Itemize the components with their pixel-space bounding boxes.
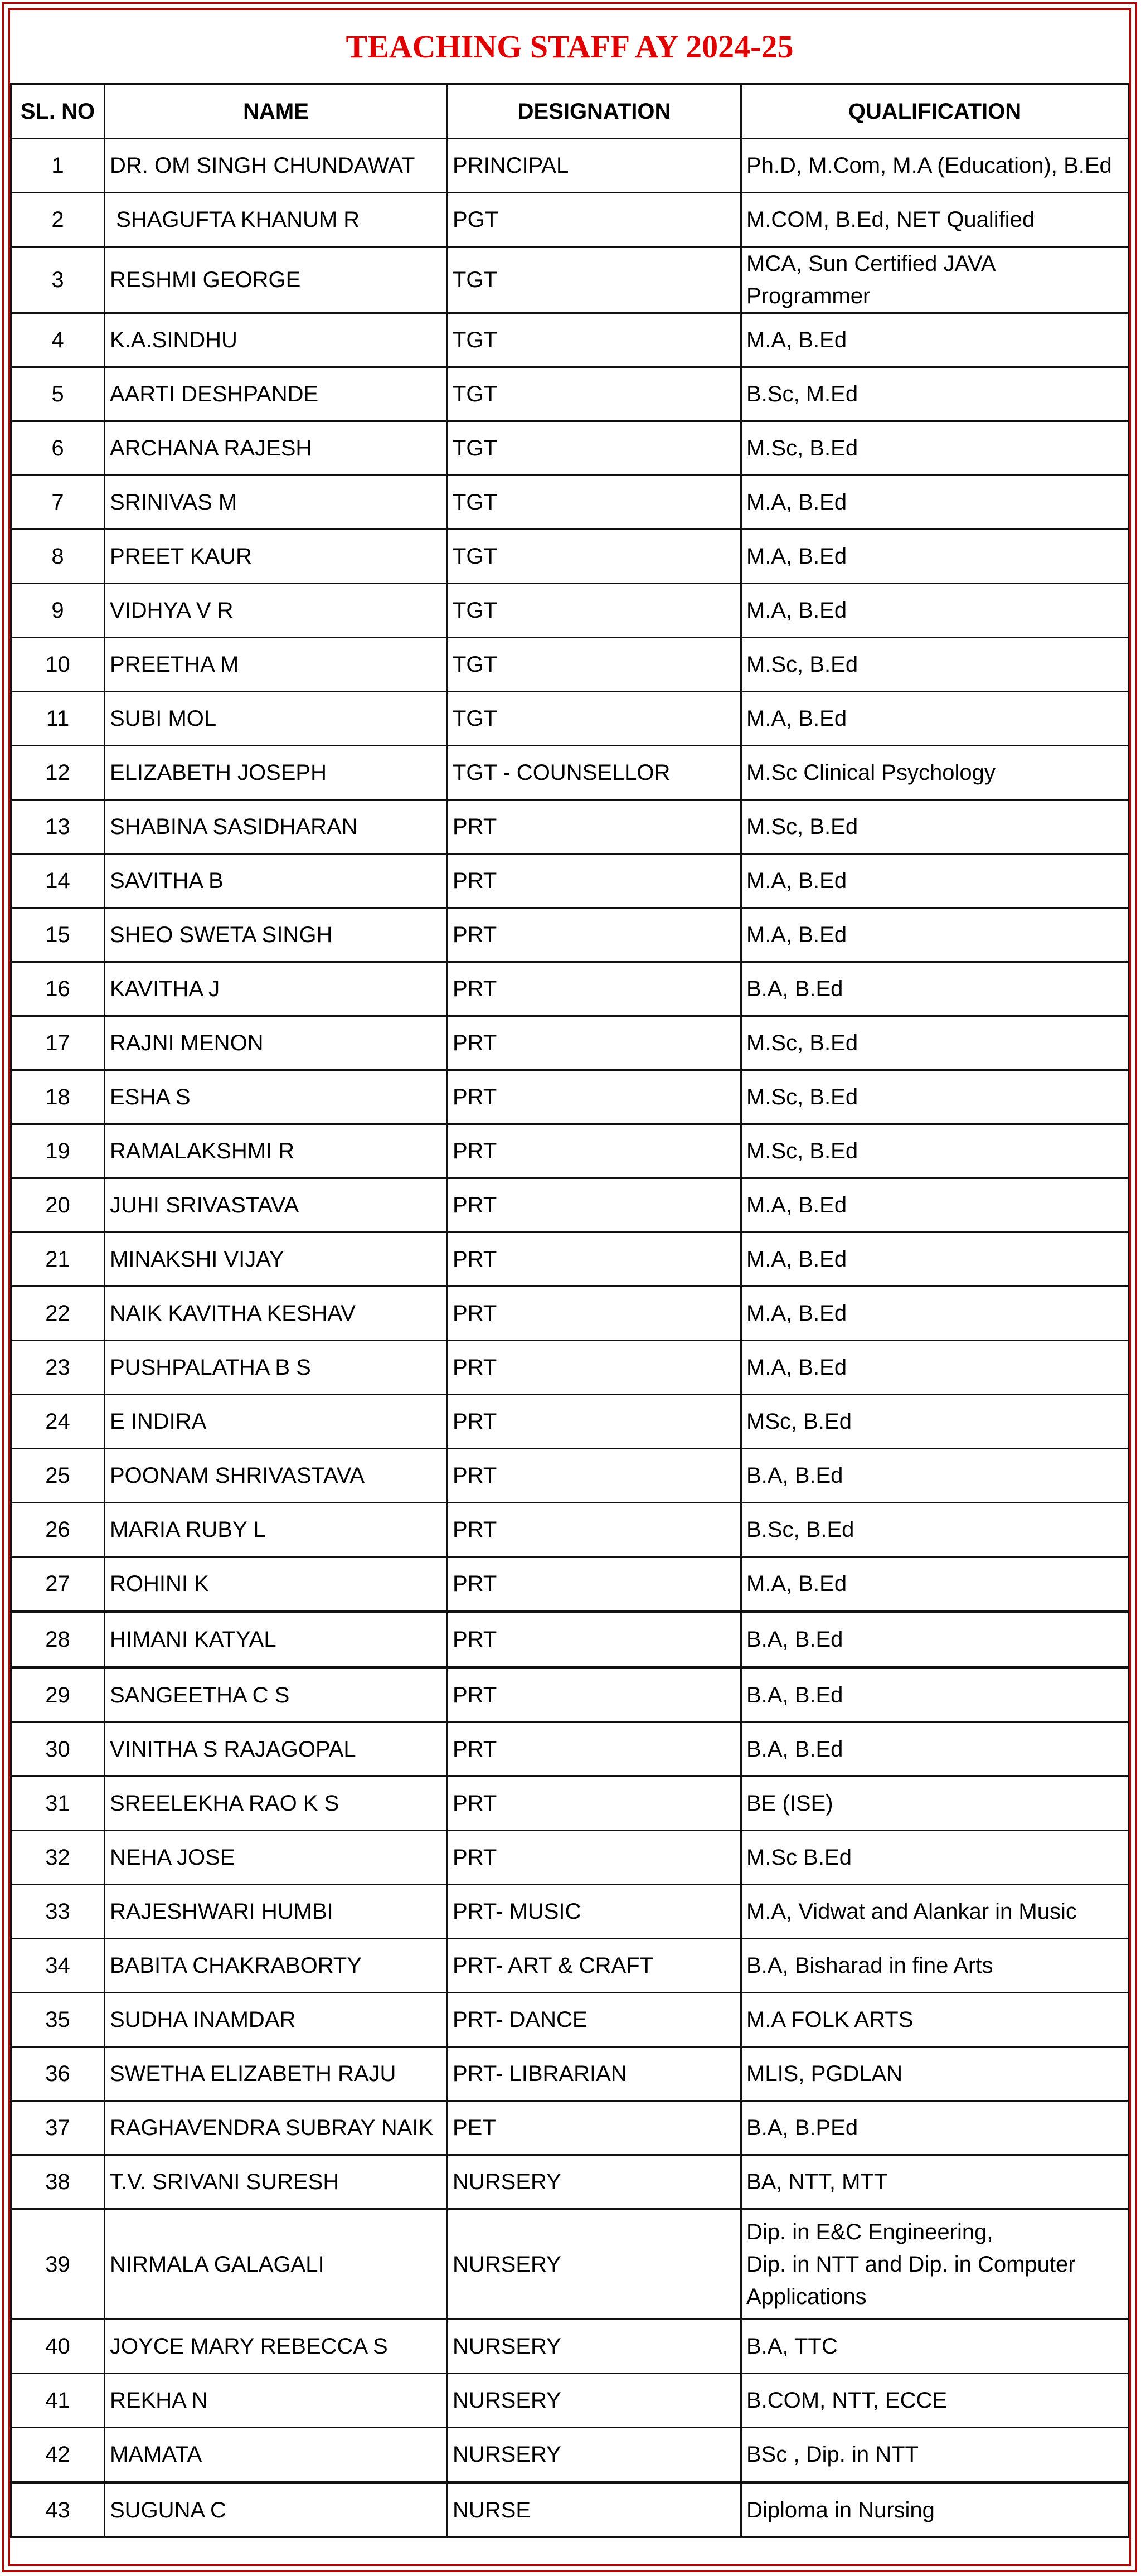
sl-no-cell: 21: [11, 1233, 105, 1287]
name-cell: T.V. SRIVANI SURESH: [105, 2155, 448, 2209]
name-cell: K.A.SINDHU: [105, 313, 448, 367]
designation-cell: PRT: [448, 1503, 741, 1557]
name-cell: MARIA RUBY L: [105, 1503, 448, 1557]
designation-cell: TGT: [448, 476, 741, 530]
designation-cell: TGT: [448, 638, 741, 692]
table-row: [11, 1667, 1129, 1723]
table-row: [11, 746, 1129, 800]
table-row: [11, 854, 1129, 908]
qualification-cell: B.COM, NTT, ECCE: [741, 2374, 1129, 2428]
header-name: NAME: [105, 85, 448, 139]
table-row: [11, 1449, 1129, 1503]
table-row: [11, 2482, 1129, 2538]
designation-cell: PRT: [448, 1233, 741, 1287]
name-cell: SREELEKHA RAO K S: [105, 1777, 448, 1831]
sl-no-cell: 26: [11, 1503, 105, 1557]
name-cell: SANGEETHA C S: [105, 1667, 448, 1723]
sl-no-cell: 22: [11, 1287, 105, 1341]
sl-no-cell: 6: [11, 421, 105, 476]
name-cell: POONAM SHRIVASTAVA: [105, 1449, 448, 1503]
qualification-line: Applications: [746, 2284, 867, 2309]
name-cell: NAIK KAVITHA KESHAV: [105, 1287, 448, 1341]
designation-cell: TGT: [448, 247, 741, 313]
qualification-cell: B.Sc, B.Ed: [741, 1503, 1129, 1557]
name-cell: VIDHYA V R: [105, 584, 448, 638]
name-cell: ARCHANA RAJESH: [105, 421, 448, 476]
name-cell: PREET KAUR: [105, 530, 448, 584]
qualification-cell: M.A, B.Ed: [741, 476, 1129, 530]
sl-no-cell: 16: [11, 962, 105, 1016]
sl-no-cell: 25: [11, 1449, 105, 1503]
designation-cell: NURSERY: [448, 2428, 741, 2483]
qualification-cell: Ph.D, M.Com, M.A (Education), B.Ed: [741, 139, 1129, 193]
sl-no-cell: 3: [11, 247, 105, 313]
name-cell: RAJNI MENON: [105, 1016, 448, 1070]
table-row: [11, 1287, 1129, 1341]
sl-no-cell: 7: [11, 476, 105, 530]
name-cell: VINITHA S RAJAGOPAL: [105, 1723, 448, 1777]
designation-cell: PRT: [448, 800, 741, 854]
table-row: [11, 584, 1129, 638]
table-row: [11, 1557, 1129, 1612]
designation-cell: PRT: [448, 1287, 741, 1341]
qualification-cell: M.A, B.Ed: [741, 908, 1129, 962]
qualification-cell: M.Sc, B.Ed: [741, 1016, 1129, 1070]
designation-cell: PRT: [448, 1124, 741, 1178]
sl-no-cell: 1: [11, 139, 105, 193]
name-cell: ROHINI K: [105, 1557, 448, 1612]
name-cell: HIMANI KATYAL: [105, 1612, 448, 1667]
sl-no-cell: 32: [11, 1831, 105, 1885]
header-qualification: QUALIFICATION: [741, 85, 1129, 139]
table-row: [11, 193, 1129, 247]
sl-no-cell: 27: [11, 1557, 105, 1612]
table-row: [11, 1503, 1129, 1557]
table-row: [11, 1885, 1129, 1939]
name-cell: SWETHA ELIZABETH RAJU: [105, 2047, 448, 2101]
sl-no-cell: 38: [11, 2155, 105, 2209]
table-row: [11, 2209, 1129, 2320]
qualification-cell: B.A, B.PEd: [741, 2101, 1129, 2155]
table-row: [11, 692, 1129, 746]
sl-no-cell: 37: [11, 2101, 105, 2155]
designation-cell: NURSERY: [448, 2374, 741, 2428]
designation-cell: TGT: [448, 313, 741, 367]
qualification-cell: M.Sc, B.Ed: [741, 1124, 1129, 1178]
qualification-cell: B.A, B.Ed: [741, 1612, 1129, 1667]
name-cell: REKHA N: [105, 2374, 448, 2428]
designation-cell: PRT: [448, 1667, 741, 1723]
qualification-line: Dip. in NTT and Dip. in Computer: [746, 2252, 1076, 2277]
qualification-line: Dip. in E&C Engineering,: [746, 2219, 993, 2244]
name-cell: PUSHPALATHA B S: [105, 1341, 448, 1395]
name-cell: AARTI DESHPANDE: [105, 367, 448, 421]
sl-no-cell: 5: [11, 367, 105, 421]
designation-cell: TGT: [448, 421, 741, 476]
designation-cell: PRT: [448, 1016, 741, 1070]
name-cell: MAMATA: [105, 2428, 448, 2483]
qualification-cell: M.Sc Clinical Psychology: [741, 746, 1129, 800]
name-cell: KAVITHA J: [105, 962, 448, 1016]
sl-no-cell: 12: [11, 746, 105, 800]
designation-cell: PRT: [448, 1831, 741, 1885]
qualification-cell: MLIS, PGDLAN: [741, 2047, 1129, 2101]
table-header: [11, 85, 1129, 139]
qualification-cell: BA, NTT, MTT: [741, 2155, 1129, 2209]
designation-cell: PRT: [448, 1395, 741, 1449]
designation-cell: TGT: [448, 584, 741, 638]
qualification-cell: M.A, B.Ed: [741, 1178, 1129, 1233]
designation-cell: PRT: [448, 1341, 741, 1395]
name-cell: NIRMALA GALAGALI: [105, 2209, 448, 2320]
qualification-cell: MSc, B.Ed: [741, 1395, 1129, 1449]
name-cell: ELIZABETH JOSEPH: [105, 746, 448, 800]
name-cell: PREETHA M: [105, 638, 448, 692]
sl-no-cell: 9: [11, 584, 105, 638]
table-row: [11, 1124, 1129, 1178]
table-row: [11, 962, 1129, 1016]
sl-no-cell: 17: [11, 1016, 105, 1070]
name-cell: SHAGUFTA KHANUM R: [105, 193, 448, 247]
qualification-cell: M.Sc, B.Ed: [741, 1070, 1129, 1124]
name-cell: SHABINA SASIDHARAN: [105, 800, 448, 854]
designation-cell: TGT: [448, 530, 741, 584]
designation-cell: TGT - COUNSELLOR: [448, 746, 741, 800]
sl-no-cell: 33: [11, 1885, 105, 1939]
page-title: TEACHING STAFF AY 2024-25: [10, 10, 1129, 84]
qualification-cell: M.A, B.Ed: [741, 1233, 1129, 1287]
sl-no-cell: 40: [11, 2320, 105, 2374]
sl-no-cell: 24: [11, 1395, 105, 1449]
qualification-cell: B.A, Bisharad in fine Arts: [741, 1939, 1129, 1993]
designation-cell: PRT: [448, 1777, 741, 1831]
sl-no-cell: 41: [11, 2374, 105, 2428]
qualification-cell: M.A, Vidwat and Alankar in Music: [741, 1885, 1129, 1939]
name-cell: E INDIRA: [105, 1395, 448, 1449]
name-cell: SUBI MOL: [105, 692, 448, 746]
name-cell: SRINIVAS M: [105, 476, 448, 530]
staff-table: [10, 84, 1129, 2538]
qualification-cell: BSc , Dip. in NTT: [741, 2428, 1129, 2483]
designation-cell: TGT: [448, 692, 741, 746]
name-cell: SUDHA INAMDAR: [105, 1993, 448, 2047]
name-cell: SAVITHA B: [105, 854, 448, 908]
designation-cell: TGT: [448, 367, 741, 421]
table-row: [11, 247, 1129, 313]
designation-cell: PRT: [448, 1449, 741, 1503]
qualification-cell: Diploma in Nursing: [741, 2482, 1129, 2538]
designation-cell: NURSERY: [448, 2209, 741, 2320]
table-row: [11, 1723, 1129, 1777]
table-row: [11, 1993, 1129, 2047]
sl-no-cell: 4: [11, 313, 105, 367]
qualification-cell: M.A, B.Ed: [741, 692, 1129, 746]
qualification-cell: B.A, TTC: [741, 2320, 1129, 2374]
table-row: [11, 1612, 1129, 1667]
table-row: [11, 367, 1129, 421]
header-row: [11, 85, 1129, 139]
qualification-cell: M.A, B.Ed: [741, 313, 1129, 367]
table-row: [11, 1831, 1129, 1885]
name-cell: RAMALAKSHMI R: [105, 1124, 448, 1178]
header-designation: DESIGNATION: [448, 85, 741, 139]
sl-no-cell: 23: [11, 1341, 105, 1395]
name-cell: NEHA JOSE: [105, 1831, 448, 1885]
qualification-cell: M.Sc, B.Ed: [741, 638, 1129, 692]
designation-cell: PRT- LIBRARIAN: [448, 2047, 741, 2101]
name-cell: DR. OM SINGH CHUNDAWAT: [105, 139, 448, 193]
designation-cell: PRT: [448, 1557, 741, 1612]
name-cell: RAGHAVENDRA SUBRAY NAIK: [105, 2101, 448, 2155]
table-row: [11, 1178, 1129, 1233]
header-sl-no: SL. NO: [11, 85, 105, 139]
designation-cell: PRT: [448, 854, 741, 908]
sl-no-cell: 29: [11, 1667, 105, 1723]
sl-no-cell: 13: [11, 800, 105, 854]
table-row: [11, 313, 1129, 367]
name-cell: RESHMI GEORGE: [105, 247, 448, 313]
qualification-cell: M.A, B.Ed: [741, 1557, 1129, 1612]
sl-no-cell: 19: [11, 1124, 105, 1178]
designation-cell: PGT: [448, 193, 741, 247]
qualification-cell: M.A, B.Ed: [741, 854, 1129, 908]
table-body: [11, 139, 1129, 2538]
table-row: [11, 2428, 1129, 2483]
qualification-cell: M.Sc B.Ed: [741, 1831, 1129, 1885]
qualification-cell: B.A, B.Ed: [741, 1723, 1129, 1777]
name-cell: JOYCE MARY REBECCA S: [105, 2320, 448, 2374]
table-row: [11, 2320, 1129, 2374]
name-cell: ESHA S: [105, 1070, 448, 1124]
name-cell: JUHI SRIVASTAVA: [105, 1178, 448, 1233]
table-row: [11, 476, 1129, 530]
qualification-cell: [741, 2209, 1129, 2320]
name-cell: MINAKSHI VIJAY: [105, 1233, 448, 1287]
sl-no-cell: 34: [11, 1939, 105, 1993]
table-row: [11, 139, 1129, 193]
qualification-cell: B.A, B.Ed: [741, 962, 1129, 1016]
qualification-cell: M.A, B.Ed: [741, 1287, 1129, 1341]
sl-no-cell: 14: [11, 854, 105, 908]
designation-cell: NURSERY: [448, 2320, 741, 2374]
qualification-cell: B.Sc, M.Ed: [741, 367, 1129, 421]
designation-cell: PRINCIPAL: [448, 139, 741, 193]
table-row: [11, 2374, 1129, 2428]
sl-no-cell: 31: [11, 1777, 105, 1831]
qualification-cell: BE (ISE): [741, 1777, 1129, 1831]
qualification-cell: B.A, B.Ed: [741, 1449, 1129, 1503]
qualification-cell: M.A, B.Ed: [741, 530, 1129, 584]
table-row: [11, 638, 1129, 692]
sl-no-cell: 2: [11, 193, 105, 247]
sl-no-cell: 35: [11, 1993, 105, 2047]
sl-no-cell: 36: [11, 2047, 105, 2101]
designation-cell: PET: [448, 2101, 741, 2155]
name-cell: SHEO SWETA SINGH: [105, 908, 448, 962]
qualification-cell: M.Sc, B.Ed: [741, 421, 1129, 476]
sl-no-cell: 39: [11, 2209, 105, 2320]
designation-cell: NURSE: [448, 2482, 741, 2538]
qualification-cell: M.Sc, B.Ed: [741, 800, 1129, 854]
designation-cell: PRT- ART & CRAFT: [448, 1939, 741, 1993]
table-row: [11, 1777, 1129, 1831]
table-row: [11, 421, 1129, 476]
qualification-cell: M.COM, B.Ed, NET Qualified: [741, 193, 1129, 247]
sl-no-cell: 10: [11, 638, 105, 692]
qualification-cell: M.A, B.Ed: [741, 1341, 1129, 1395]
table-row: [11, 1341, 1129, 1395]
designation-cell: PRT- MUSIC: [448, 1885, 741, 1939]
qualification-cell: M.A, B.Ed: [741, 584, 1129, 638]
qualification-cell: MCA, Sun Certified JAVA Programmer: [741, 247, 1129, 313]
designation-cell: PRT: [448, 1070, 741, 1124]
table-row: [11, 1070, 1129, 1124]
table-row: [11, 1016, 1129, 1070]
sl-no-cell: 42: [11, 2428, 105, 2483]
table-row: [11, 1939, 1129, 1993]
designation-cell: PRT: [448, 1723, 741, 1777]
name-cell: BABITA CHAKRABORTY: [105, 1939, 448, 1993]
table-row: [11, 1395, 1129, 1449]
table-row: [11, 908, 1129, 962]
sl-no-cell: 28: [11, 1612, 105, 1667]
table-row: [11, 2047, 1129, 2101]
sl-no-cell: 30: [11, 1723, 105, 1777]
sl-no-cell: 8: [11, 530, 105, 584]
sl-no-cell: 18: [11, 1070, 105, 1124]
table-row: [11, 2101, 1129, 2155]
name-cell: SUGUNA C: [105, 2482, 448, 2538]
inner-frame: [8, 8, 1131, 2566]
designation-cell: PRT- DANCE: [448, 1993, 741, 2047]
name-cell: RAJESHWARI HUMBI: [105, 1885, 448, 1939]
sl-no-cell: 11: [11, 692, 105, 746]
table-row: [11, 1233, 1129, 1287]
sl-no-cell: 20: [11, 1178, 105, 1233]
designation-cell: NURSERY: [448, 2155, 741, 2209]
table-row: [11, 800, 1129, 854]
sl-no-cell: 43: [11, 2482, 105, 2538]
designation-cell: PRT: [448, 1612, 741, 1667]
table-row: [11, 2155, 1129, 2209]
designation-cell: PRT: [448, 1178, 741, 1233]
outer-frame: [2, 2, 1137, 2572]
designation-cell: PRT: [448, 962, 741, 1016]
qualification-cell: M.A FOLK ARTS: [741, 1993, 1129, 2047]
sl-no-cell: 15: [11, 908, 105, 962]
qualification-cell: B.A, B.Ed: [741, 1667, 1129, 1723]
designation-cell: PRT: [448, 908, 741, 962]
table-row: [11, 530, 1129, 584]
